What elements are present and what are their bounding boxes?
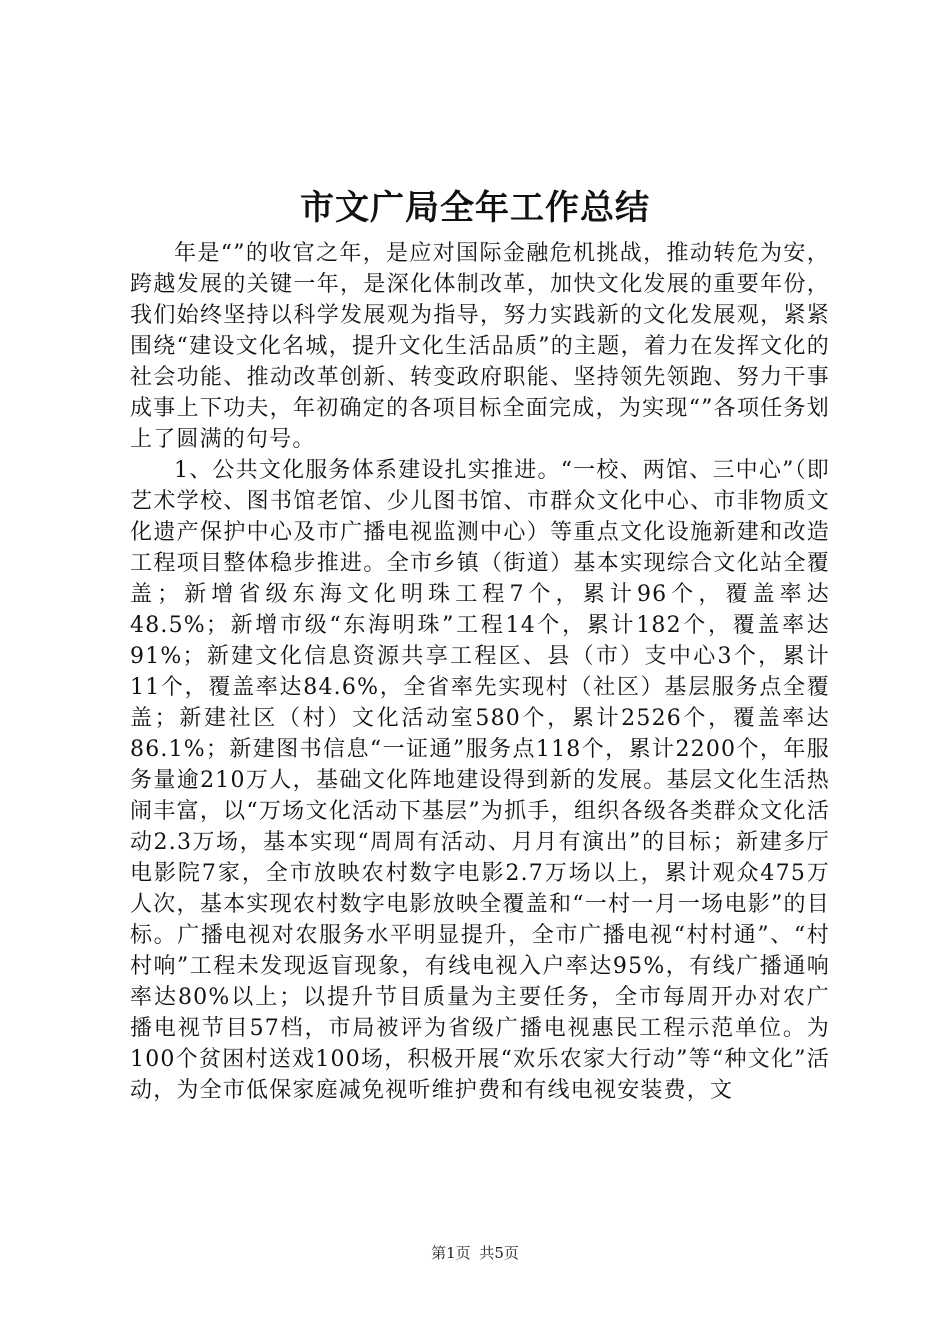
page-footer [0, 1243, 950, 1263]
section-1-paragraph: 1、公共文化服务体系建设扎实推进。“一校、两馆、三中心”（即艺术学校、图书馆老馆、少儿图书馆、市群众文化中心、市非物质文化遗产保护中心及市广播电视监测中心）等重点文化设施新建和改造工程项目整体稳步推进。全市乡镇（街道）基本实现综合文化站全覆盖；新增省级东海文化明珠工程7个，累计96个，覆盖率达48.5%；新增市级“东海明珠”工程14个，累计182个，覆盖率达91%；新建文化信息资源共享工程区、县（市）支中心3个，累计11个，覆盖率达84.6%，全省率先实现村（社区）基层服务点全覆盖；新建社区（村）文化活动室580个，累计2526个，覆盖率达86.1%；新建图书信息“一证通”服务点118个，累计2200个，年服务量逾210万人，基础文化阵地建设得到新的发展。基层文化生活热闹丰富，以“万场文化活动下基层”为抓手，组织各级各类群众文化活动2.3万场，基本实现“周周有活动、月月有演出”的目标；新建多厅电影院7家，全市放映农村数字电影2.7万场以上，累计观众475万人次，基本实现农村数字电影放映全覆盖和“一村一月一场电影”的目标。广播电视对农服务水平明显提升，全市广播电视“村村通”、“村村响”工程未发现返盲现象，有线电视入户率达95%，有线广播通响率达80%以上；以提升节目质量为主要任务，全市每周开办对农广播电视节目57档，市局被评为省级广播电视惠民工程示范单位。为100个贫困村送戏100场，积极开展“欢乐农家大行动”等“种文化”活动，为全市低保家庭减免视听维护费和有线电视安装费，文 [130, 458, 830, 1103]
document-body [130, 238, 830, 1106]
intro-paragraph: 年是“”的收官之年，是应对国际金融危机挑战，推动转危为安，跨越发展的关键一年，是深化体制改革，加快文化发展的重要年份，我们始终坚持以科学发展观为指导，努力实践新的文化发展观，紧紧围绕“建设文化名城，提升文化生活品质”的主题，着力在发挥文化的社会功能、推动改革创新、转变政府职能、坚持领先领跑、努力干事成事上下功夫，年初确定的各项目标全面完成，为实现“”各项任务划上了圆满的句号。 [130, 241, 830, 452]
page-total: 共5页 [479, 1244, 519, 1262]
page-number: 第1页 [431, 1244, 471, 1262]
document-title: 市文广局全年工作总结 [300, 188, 650, 228]
